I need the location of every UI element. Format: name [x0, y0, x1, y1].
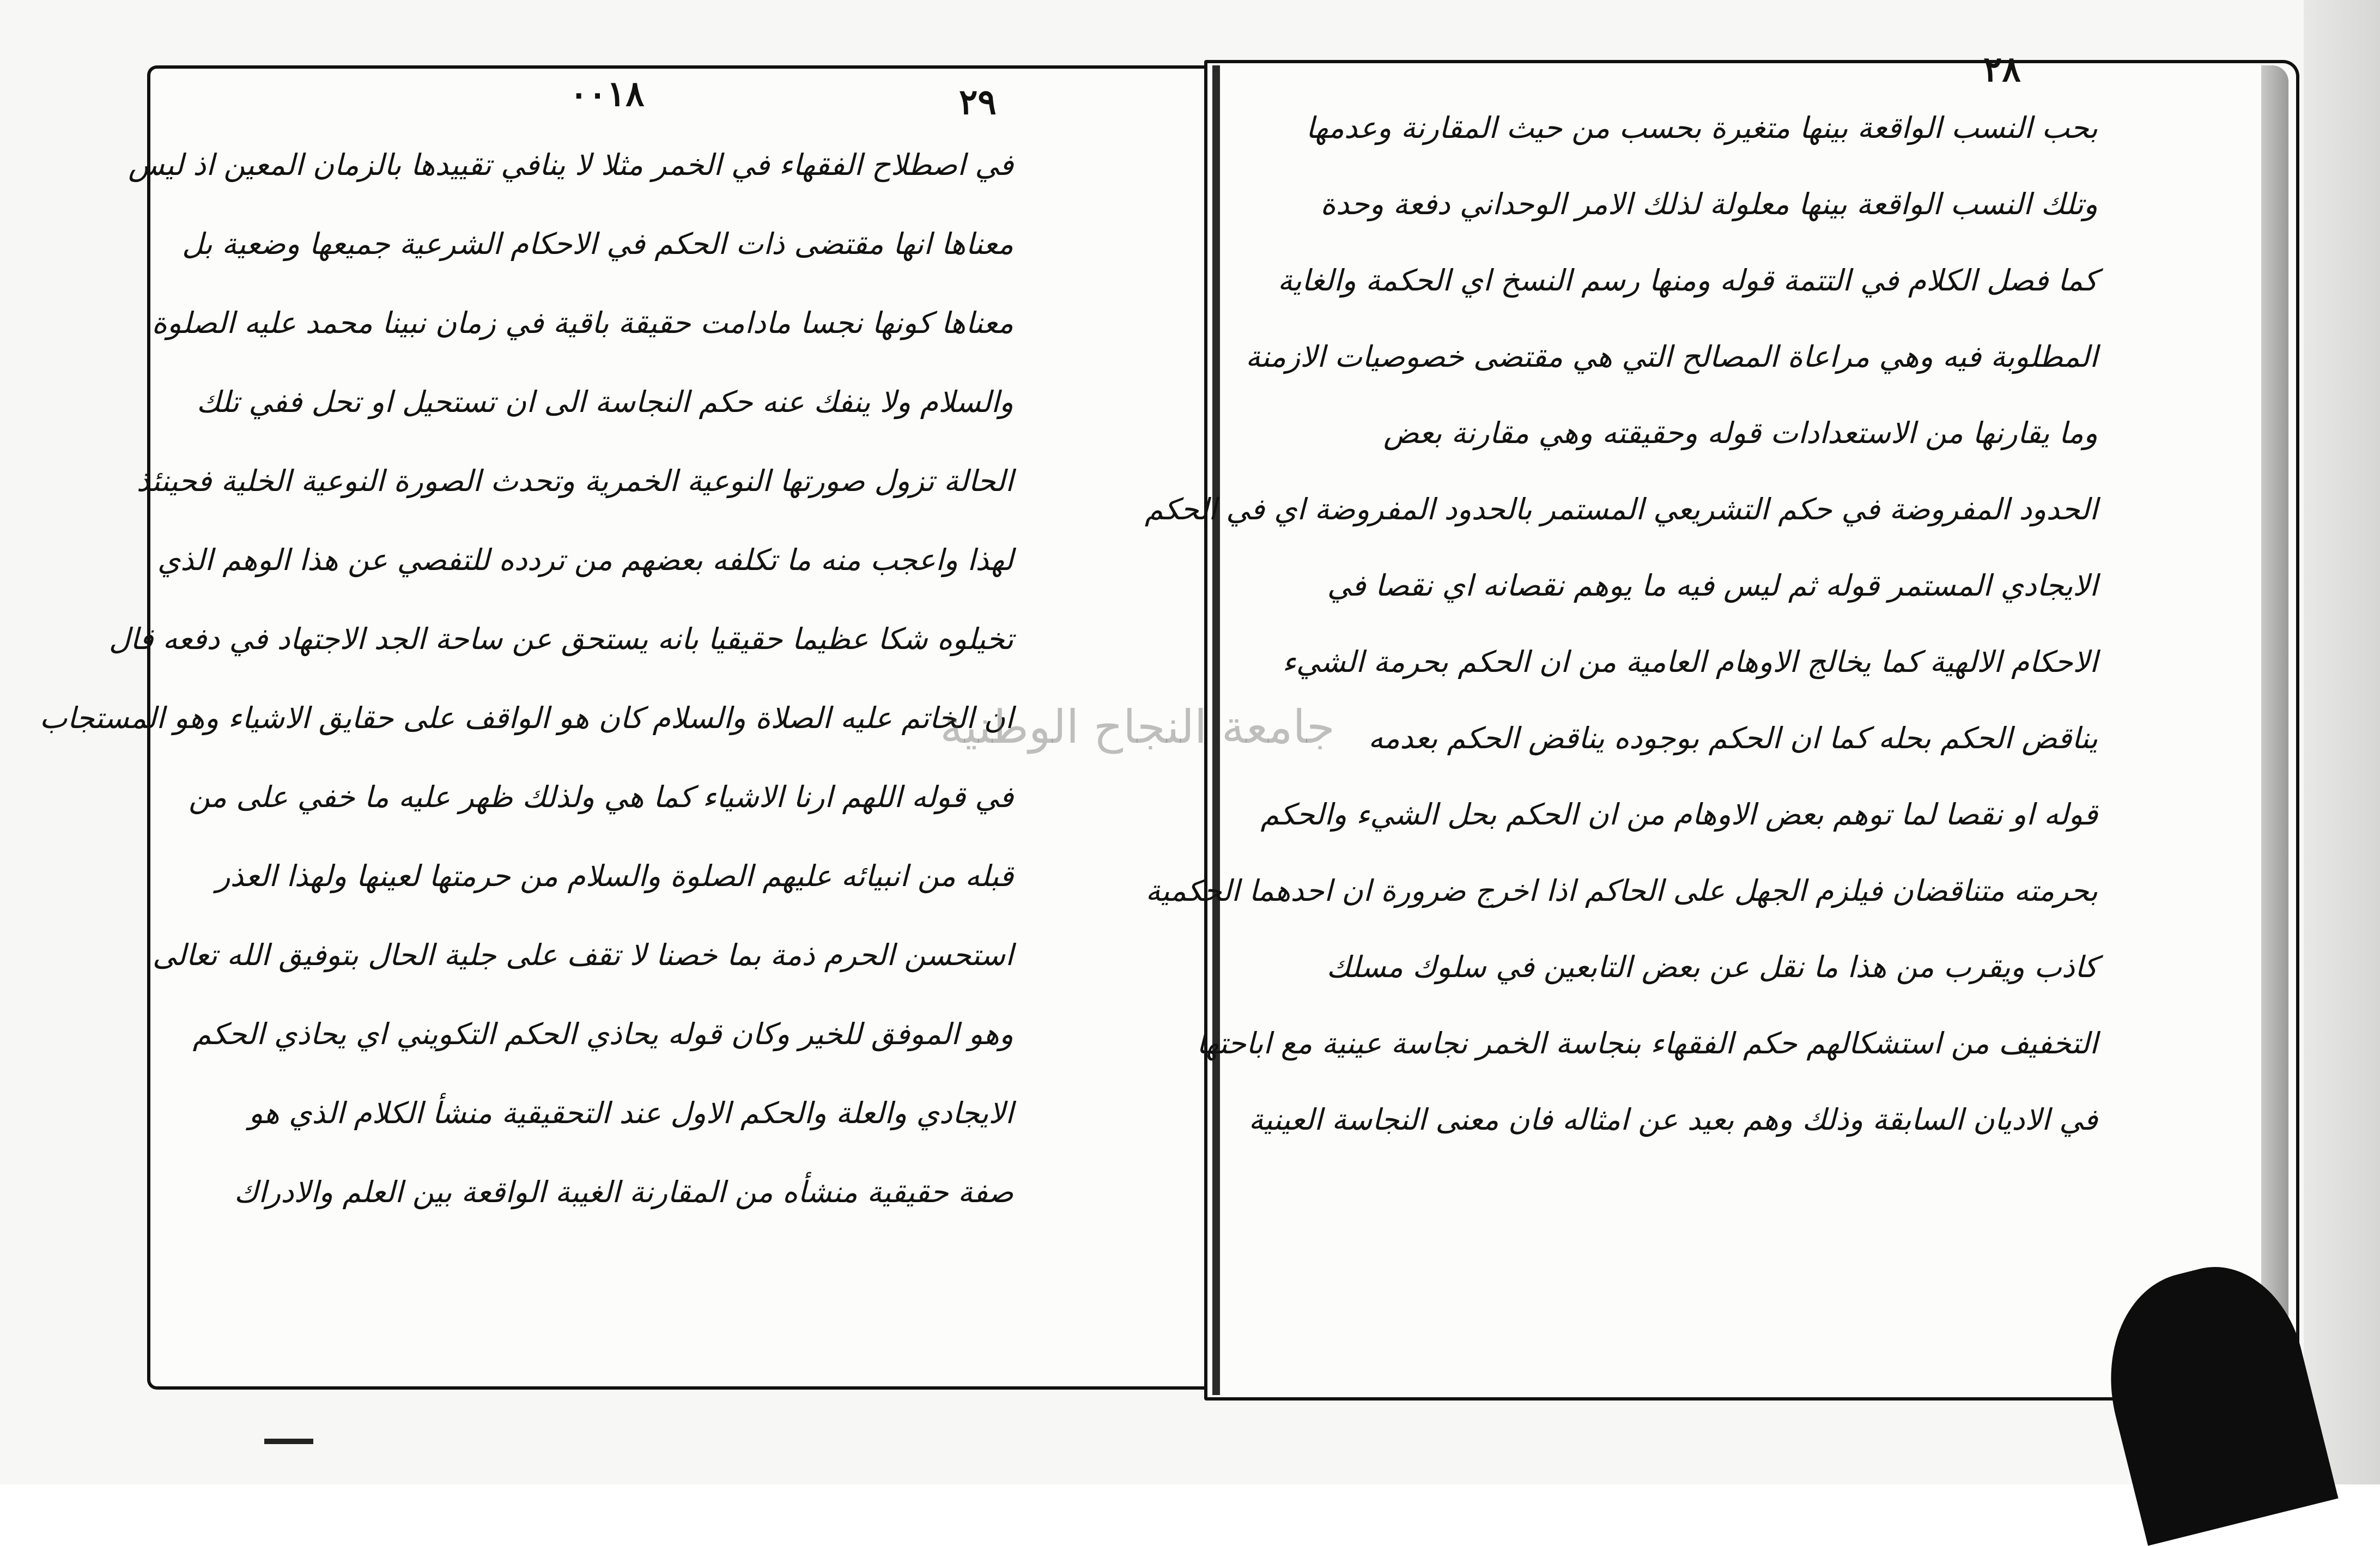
manuscript-line: في الاديان السابقة وذلك وهم بعيد عن امثاله فان معنى النجاسة العينية	[1248, 1102, 2098, 1137]
manuscript-line: الاحكام الالهية كما يخالج الاوهام العامية من ان الحكم بحرمة الشيء	[1282, 645, 2098, 679]
manuscript-line: وهو الموفق للخير وكان قوله يحاذي الحكم التكويني اي يحاذي الحكم	[192, 1017, 1013, 1051]
manuscript-line: قبله من انبيائه عليهم الصلوة والسلام من حرمتها لعينها ولهذا العذر	[216, 859, 1013, 893]
manuscript-line: بحرمته متناقضان فيلزم الجهل على الحاكم اذا اخرج ضرورة ان احدهما الحكمية	[1145, 874, 2098, 908]
manuscript-line: الايجادي والعلة والحكم الاول عند التحقيقية منشأ الكلام الذي هو	[248, 1096, 1013, 1130]
manuscript-line: المطلوبة فيه وهي مراعاة المصالح التي هي مقتضى خصوصيات الازمنة	[1246, 339, 2098, 374]
manuscript-line: الحالة تزول صورتها النوعية الخمرية وتحدث الصورة النوعية الخلية فحينئذ	[136, 464, 1013, 498]
manuscript-line: يناقض الحكم بحله كما ان الحكم بوجوده يناقض الحكم بعدمه	[1368, 721, 2098, 755]
right-page-number: ٢٨	[1983, 49, 2021, 90]
manuscript-line: كما فصل الكلام في التتمة قوله ومنها رسم النسخ اي الحكمة والغاية	[1277, 263, 2098, 298]
manuscript-line: قوله او نقصا لما توهم بعض الاوهام من ان الحكم بحل الشيء والحكم	[1260, 797, 2098, 832]
manuscript-line: في اصطلاح الفقهاء في الخمر مثلا لا ينافي تقييدها بالزمان المعين اذ ليس	[128, 148, 1013, 182]
margin-mark	[264, 1439, 313, 1444]
manuscript-line: وتلك النسب الواقعة بينها معلولة لذلك الامر الوحداني دفعة وحدة	[1320, 187, 2098, 221]
manuscript-line: معناها انها مقتضى ذات الحكم في الاحكام الشرعية جميعها وضعية بل	[181, 227, 1013, 261]
right-page-text	[1144, 90, 2098, 1158]
left-page-number: ٢٩	[959, 82, 997, 123]
scanner-edge-shadow	[2304, 0, 2380, 1484]
manuscript-line: التخفيف من استشكالهم حكم الفقهاء بنجاسة الخمر نجاسة عينية مع اباحتها	[1197, 1026, 2098, 1060]
manuscript-line: صفة حقيقية منشأه من المقارنة الغيبة الواقعة بين العلم والادراك	[234, 1175, 1013, 1209]
manuscript-line: الحدود المفروضة في حكم التشريعي المستمر بالحدود المفروضة اي في الحكم	[1144, 492, 2098, 526]
manuscript-line: الايجادي المستمر قوله ثم ليس فيه ما يوهم نقصانه اي نقصا في	[1327, 568, 2098, 603]
manuscript-line: والسلام ولا ينفك عنه حكم النجاسة الى ان تستحيل او تحل ففي تلك	[196, 385, 1013, 419]
library-watermark: جامعة النجاح الوطنية	[940, 700, 1335, 754]
manuscript-line: استحسن الحرم ذمة بما خصنا لا تقف على جلية الحال بتوفيق الله تعالى	[152, 938, 1013, 972]
manuscript-line: معناها كونها نجسا مادامت حقيقة باقية في زمان نبينا محمد عليه الصلوة	[151, 306, 1013, 340]
manuscript-line: ان الخاتم عليه الصلاة والسلام كان هو الواقف على حقايق الاشياء وهو المستجاب	[39, 701, 1013, 735]
manuscript-line: تخيلوه شكا عظيما حقيقيا بانه يستحق عن ساحة الجد الاجتهاد في دفعه قال	[108, 622, 1013, 656]
manuscript-line: في قوله اللهم ارنا الاشياء كما هي ولذلك ظهر عليه ما خفي على من	[189, 780, 1013, 814]
left-page-folio-stamp: ٠٠١٨	[569, 74, 645, 114]
manuscript-line: لهذا واعجب منه ما تكلفه بعضهم من تردده للتفصي عن هذا الوهم الذي	[157, 543, 1013, 577]
left-page-text	[39, 125, 1013, 1232]
manuscript-line: بحب النسب الواقعة بينها متغيرة بحسب من حيث المقارنة وعدمها	[1306, 111, 2098, 145]
right-page-edge-shadow	[2261, 65, 2288, 1395]
manuscript-line: وما يقارنها من الاستعدادات قوله وحقيقته وهي مقارنة بعض	[1383, 416, 2098, 450]
manuscript-line: كاذب ويقرب من هذا ما نقل عن بعض التابعين في سلوك مسلك	[1326, 950, 2098, 984]
